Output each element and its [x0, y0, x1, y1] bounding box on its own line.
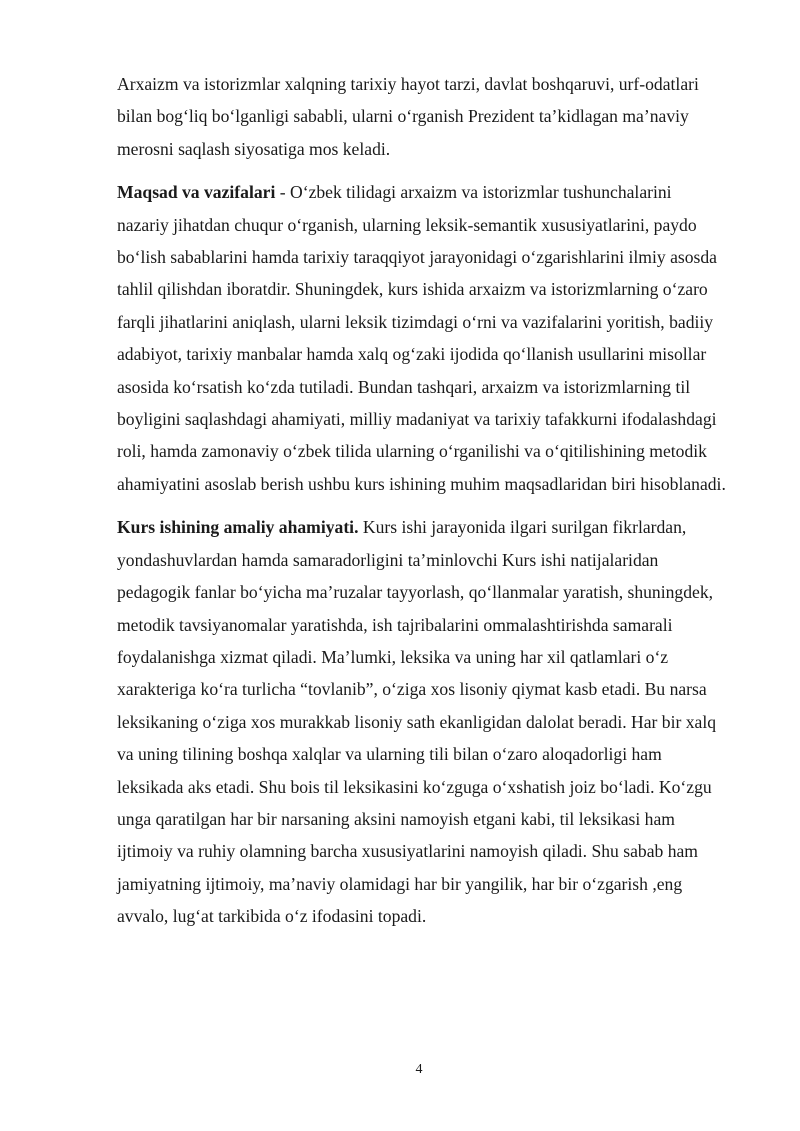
paragraph-practical-significance	[117, 511, 727, 932]
page-number: 4	[415, 1062, 423, 1077]
paragraph-goals-text: - O‘zbek tilidagi arxaizm va istorizmlar tushunchalarini nazariy jihatdan chuqur o‘rganish, ularning leksik-semantik xususiyatlarini, paydo bo‘lish sabablarini hamda tarixiy taraqqiyot jarayonidagi o‘zgarishlarini ilmiy asosda tahlil qilishdan iboratdir. Shuningdek, kurs ishida arxaizm va istorizmlarning o‘zaro farqli jihatlarini aniqlash, ularni leksik tizimdagi o‘rni va vazifalarini yoritish, badiiy adabiyot, tarixiy manbalar hamda xalq og‘zaki ijodida qo‘llanish usullarini misollar asosida ko‘rsatish ko‘zda tutiladi. Bundan tashqari, arxaizm va istorizmlarning til boyligini saqlashdagi ahamiyati, milliy madaniyat va tarixiy tafakkurni ifodalashdagi roli, hamda zamonaviy o‘zbek tilida ularning o‘rganilishi va o‘qitilishining metodik ahamiyatini asoslab berish ushbu kurs ishining muhim maqsadlaridan biri hisoblanadi.	[117, 182, 726, 494]
paragraph-intro-text: Arxaizm va istorizmlar xalqning tarixiy hayot tarzi, davlat boshqaruvi, urf-odatlari bilan bog‘liq bo‘lganligi sababli, ularni o‘rganish Prezident ta’kidlagan ma’naviy merosni saqlash siyosatiga mos keladi.	[117, 74, 699, 159]
paragraph-goals-heading: Maqsad va vazifalari	[117, 182, 276, 203]
paragraph-goals	[117, 176, 727, 500]
document-body	[117, 68, 727, 944]
paragraph-practical-significance-text: Kurs ishi jarayonida ilgari surilgan fikrlardan, yondashuvlardan hamda samaradorligini ta’minlovchi Kurs ishi natijalaridan pedagogik fanlar bo‘yicha ma’ruzalar tayyorlash, qo‘llanmalar yaratish, shuningdek, metodik tavsiyanomalar yaratishda, ish tajribalarini ommalashtirishda samarali foydalanishga xizmat qiladi. Ma’lumki, leksika va uning har xil qatlamlari o‘z xarakteriga ko‘ra turlicha “tovlanib”, o‘ziga xos lisoniy qiymat kasb etadi. Bu narsa leksikaning o‘ziga xos murakkab lisoniy sath ekanligidan dalolat beradi. Har bir xalq va uning tilining boshqa xalqlar va ularning tili bilan o‘zaro aloqadorligi ham leksikada aks etadi. Shu bois til leksikasini ko‘zguga o‘xshatish joiz bo‘ladi. Ko‘zgu unga qaratilgan har bir narsaning aksini namoyish etgani kabi, til leksikasi ham ijtimoiy va ruhiy olamning barcha xususiyatlarini namoyish qiladi. Shu sabab ham jamiyatning ijtimoiy, ma’naviy olamidagi har bir yangilik, har bir o‘zgarish ,eng avvalo, lug‘at tarkibida o‘z ifodasini topadi.	[117, 517, 717, 927]
paragraph-intro	[117, 68, 727, 165]
paragraph-practical-significance-heading: Kurs ishining amaliy ahamiyati.	[117, 517, 359, 538]
